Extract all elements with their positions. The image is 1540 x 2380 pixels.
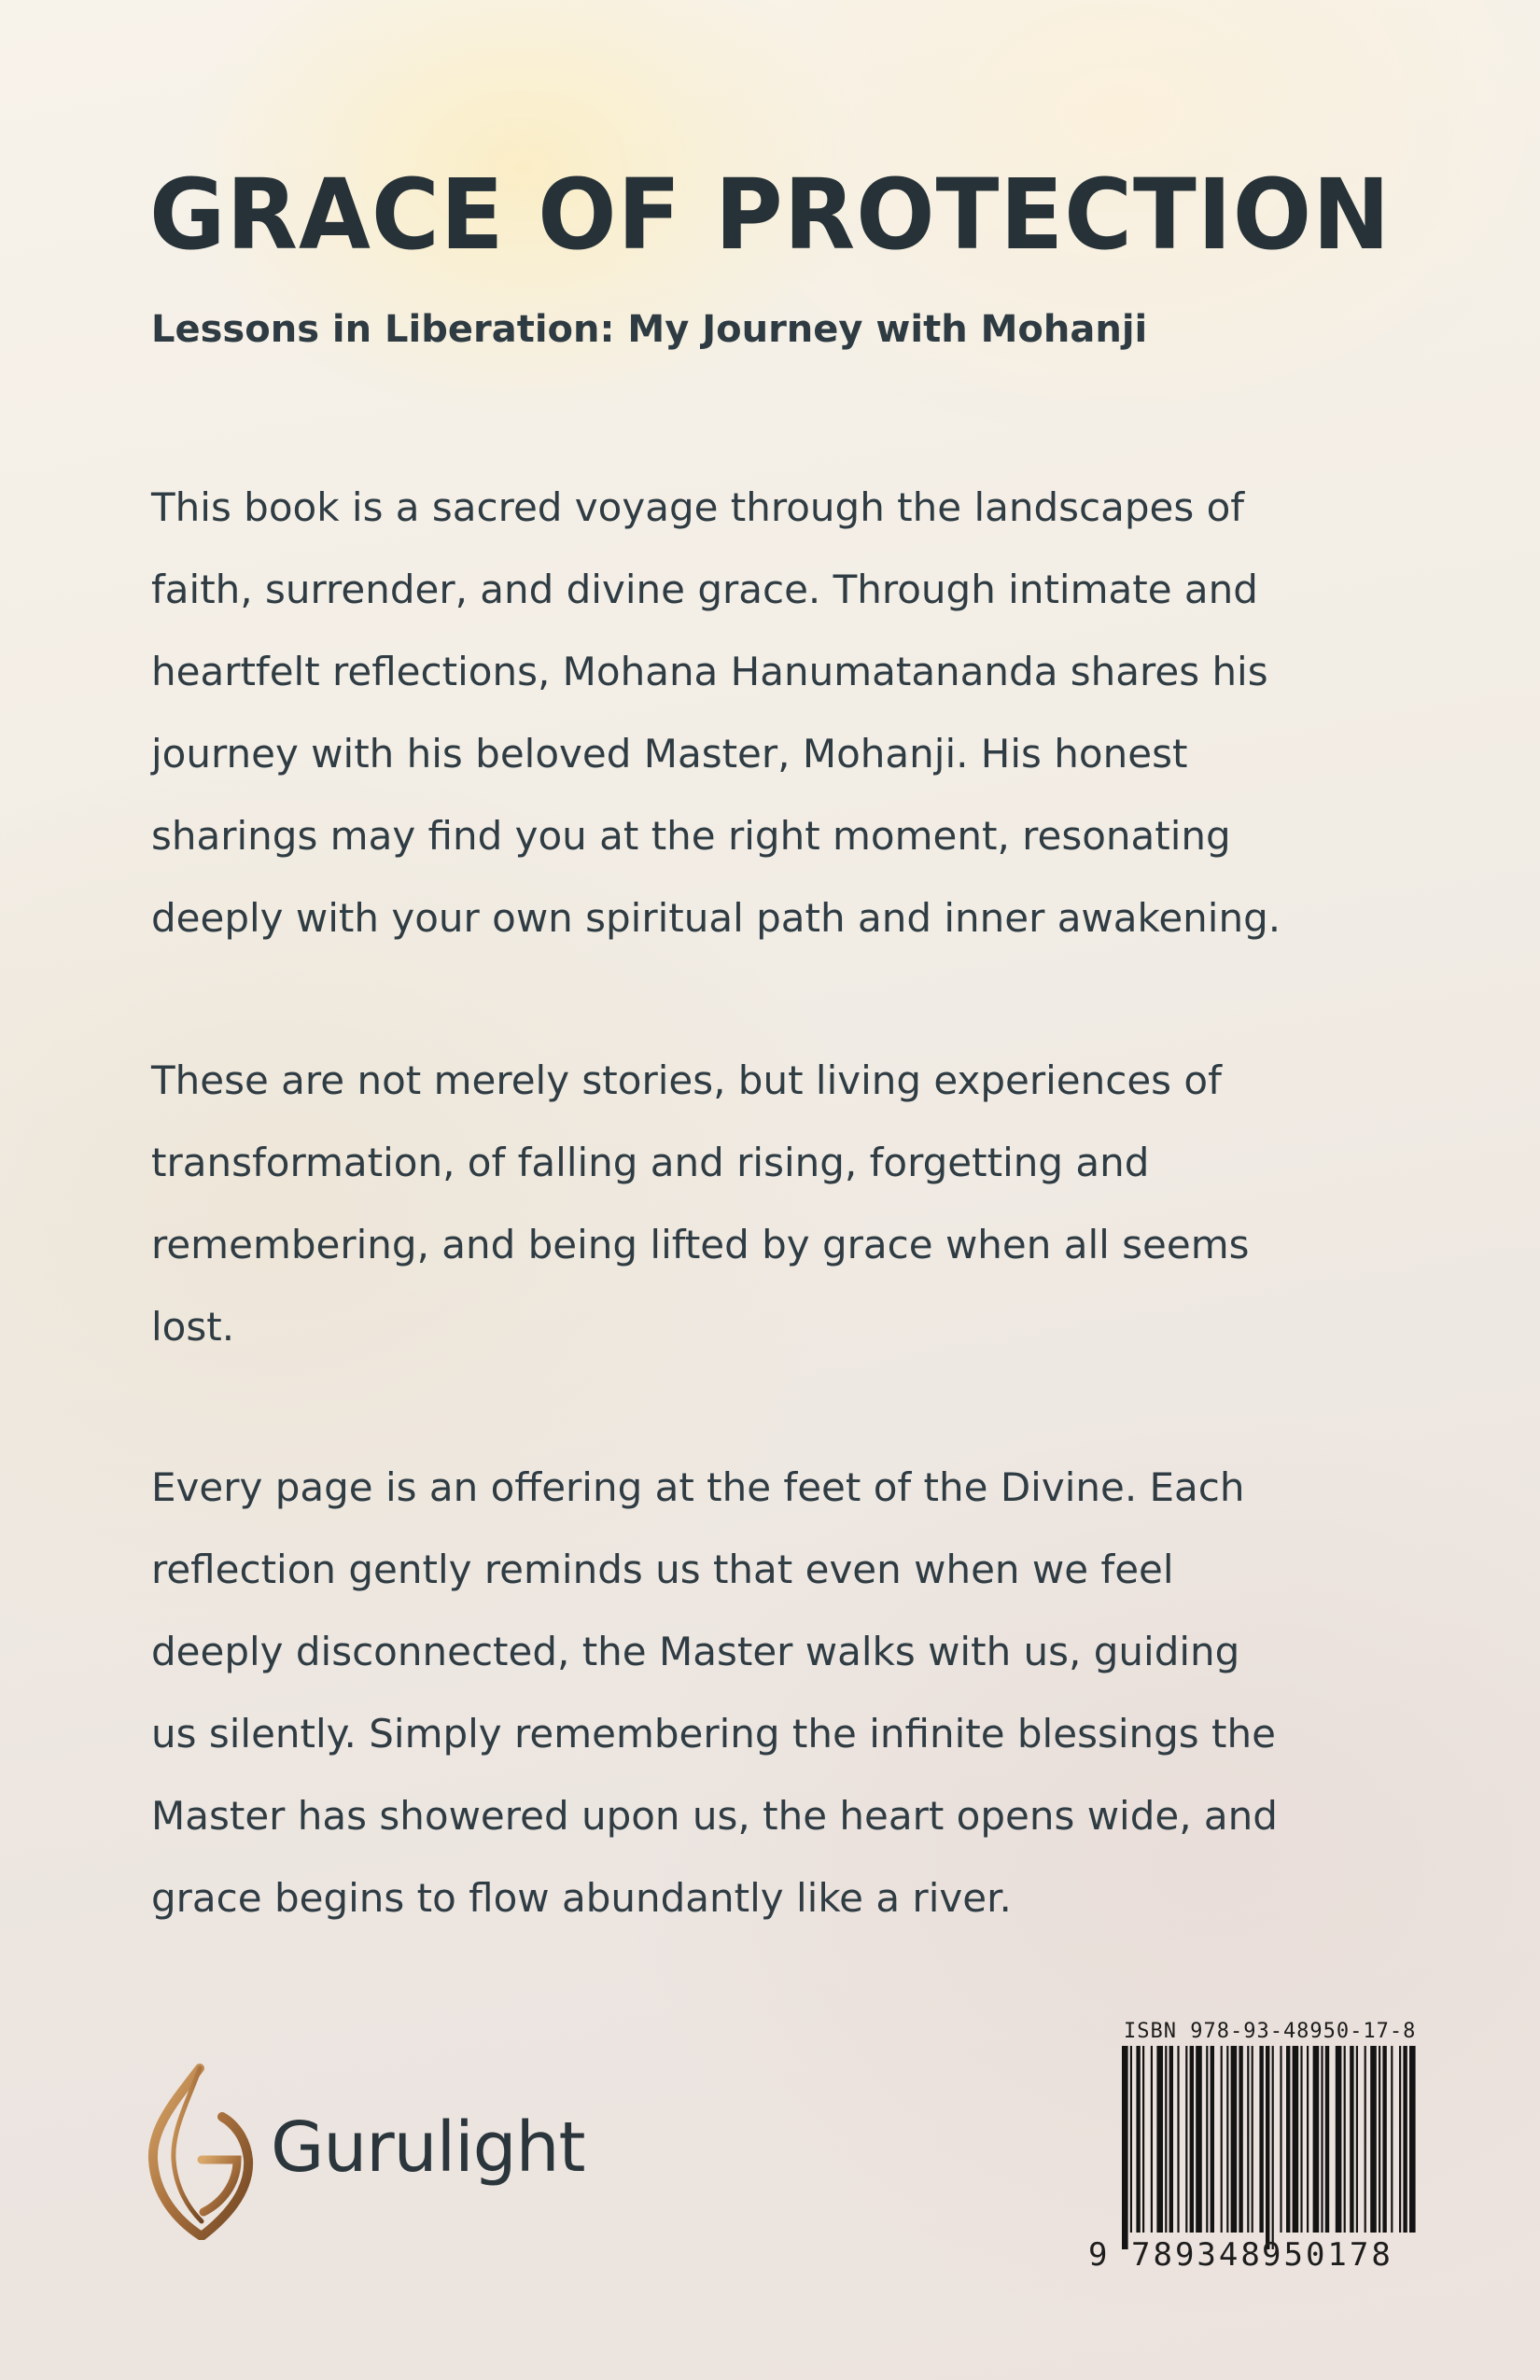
barcode-bar [1196,2046,1202,2233]
barcode-bar [1300,2046,1302,2233]
barcode-bar [1122,2046,1128,2249]
isbn-digit-first: 9 [1088,2236,1108,2274]
blurb-line: These are not merely stories, but living experiences of [151,1057,1222,1103]
barcode-bar [1177,2046,1179,2233]
isbn-digits-left: 789348 [1131,2236,1263,2274]
barcode-bar [1266,2046,1269,2249]
blurb-line: Master has showered upon us, the heart opens wide, and [151,1793,1278,1839]
publisher-logo [147,2063,595,2240]
book-subtitle: Lessons in Liberation: My Journey with Mohanji [151,308,1148,351]
barcode-bar [1293,2046,1299,2233]
barcode-bar [1185,2046,1187,2233]
book-title: GRACE OF PROTECTION [149,158,1392,272]
barcode-bar [1130,2046,1132,2233]
blurb-line: us silently. Simply remembering the infinite blessings the [151,1711,1276,1757]
barcode-bar [1165,2046,1167,2233]
gurulight-flame-icon [147,2063,259,2240]
barcode-bar [1313,2046,1320,2233]
blurb-line: faith, surrender, and divine grace. Through intimate and [151,567,1258,612]
isbn-barcode [1088,2020,1424,2281]
barcode-bar [1321,2046,1323,2233]
barcode-bar [1403,2046,1407,2233]
barcode-bar [1151,2046,1153,2233]
blurb-line: sharings may find you at the right moment, resonating [151,813,1231,859]
barcode-bar [1344,2046,1346,2233]
blurb-line: reflection gently reminds us that even when we feel [151,1547,1174,1592]
publisher-name: Gurulight [271,2107,585,2188]
barcode-bar [1221,2046,1223,2233]
barcode-bar [1325,2046,1329,2233]
blurb-line: transformation, of falling and rising, forgetting and [151,1140,1150,1185]
barcode-bar [1239,2046,1242,2233]
barcode-bar [1365,2046,1366,2233]
blurb-line: journey with his beloved Master, Mohanji. His honest [151,731,1188,777]
blurb-line: This book is a sacred voyage through the landscapes of [151,484,1245,530]
barcode-bar [1336,2046,1342,2233]
barcode-bar [1190,2046,1194,2233]
barcode-bar [1252,2046,1253,2233]
barcode-bar [1356,2046,1358,2233]
barcode-bar [1156,2046,1163,2233]
barcode-bar [1399,2046,1401,2233]
isbn-digits-right: 950178 [1262,2236,1393,2274]
barcode-bar [1211,2046,1214,2233]
blurb-line: remembering, and being lifted by grace when all seems [151,1222,1250,1267]
barcode-bar [1206,2046,1208,2233]
barcode-bar [1259,2046,1263,2233]
blurb-line: grace begins to flow abundantly like a river. [151,1875,1012,1921]
barcode-bar [1136,2046,1140,2233]
blurb-paragraph-2 [151,1040,1402,1368]
barcode-bar [1379,2046,1380,2233]
blurb-line: deeply with your own spiritual path and inner awakening. [151,895,1281,941]
barcode-bar [1142,2046,1144,2233]
barcode-bar [1231,2046,1238,2233]
barcode-bar [1350,2046,1353,2233]
blurb-line: heartfelt reflections, Mohana Hanumatananda shares his [151,649,1268,694]
isbn-label: ISBN 978-93-48950-17-8 [1124,2020,1417,2043]
barcode-bar [1280,2046,1281,2233]
barcode-bar [1247,2046,1249,2233]
blurb-paragraph-1 [151,467,1402,959]
blurb-paragraph-3 [151,1447,1402,1939]
barcode-bar [1409,2046,1416,2233]
blurb-line: Every page is an offering at the feet of the Divine. Each [151,1464,1245,1510]
barcode-bar [1226,2046,1228,2233]
barcode-bar [1307,2046,1309,2233]
barcode-bar [1169,2046,1173,2233]
barcode-bars [1122,2046,1419,2249]
blurb-line: lost. [151,1304,235,1350]
barcode-bar [1382,2046,1386,2233]
barcode-bar [1391,2046,1393,2233]
barcode-bar [1272,2046,1274,2249]
barcode-bar [1370,2046,1377,2233]
blurb-line: deeply disconnected, the Master walks with us, guiding [151,1629,1240,1674]
barcode-bar [1286,2046,1290,2233]
